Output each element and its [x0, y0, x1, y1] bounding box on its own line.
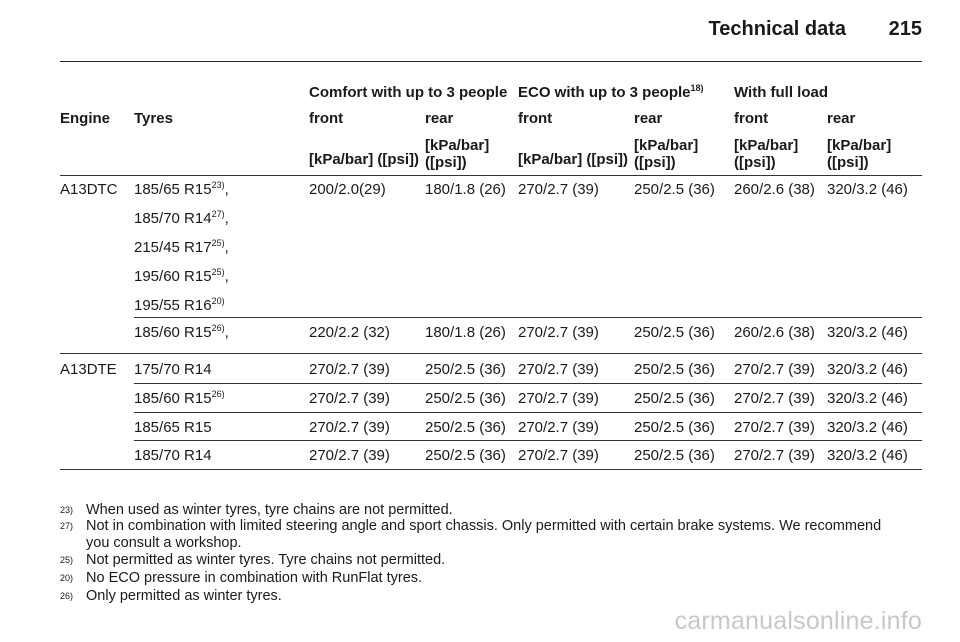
row-rule: [134, 383, 922, 384]
pressure-cell: 270/2.7 (39): [734, 419, 815, 436]
col-header-engine: Engine: [60, 110, 111, 127]
footnote-mark: 27): [60, 521, 74, 531]
pressure-cell: 270/2.7 (39): [309, 361, 390, 378]
pressure-cell: 270/2.7 (39): [518, 181, 599, 198]
pressure-cell: 250/2.5 (36): [425, 447, 506, 464]
header-bottom-rule: [60, 175, 922, 176]
row-rule: [134, 412, 922, 413]
engine-group-rule: [60, 353, 922, 354]
pressure-cell: 250/2.5 (36): [634, 390, 715, 407]
pressure-cell: 220/2.2 (32): [309, 324, 390, 341]
unit-header-full-front: [kPa/bar] ([psi]): [734, 137, 799, 171]
table-bottom-rule: [60, 469, 922, 470]
engine-label: A13DTC: [60, 181, 118, 198]
watermark: carmanualsonline.info: [674, 607, 922, 635]
tyre-size: 185/70 R14: [134, 447, 212, 464]
footnote-text: When used as winter tyres, tyre chains are not permitted.: [86, 502, 453, 518]
page-number: 215: [888, 18, 922, 40]
pressure-cell: 320/3.2 (46): [827, 390, 908, 407]
page-header: [60, 18, 922, 48]
pressure-cell: 250/2.5 (36): [425, 390, 506, 407]
tyre-size: 195/55 R16$^{20)}$: [134, 296, 225, 314]
pressure-cell: 270/2.7 (39): [309, 390, 390, 407]
unit-header-eco-front: [kPa/bar] ([psi]): [518, 151, 629, 168]
pressure-cell: 180/1.8 (26): [425, 181, 506, 198]
header-rule: [60, 61, 922, 62]
unit-header-full-rear: [kPa/bar] ([psi]): [827, 137, 892, 171]
row-rule: [134, 440, 922, 441]
pressure-cell: 270/2.7 (39): [518, 419, 599, 436]
pressure-cell: 270/2.7 (39): [518, 324, 599, 341]
tyre-size: 185/60 R15$^{26)}$: [134, 389, 225, 407]
tyre-size: 185/70 R14$^{27)}$,: [134, 209, 229, 227]
tyre-size: 175/70 R14: [134, 361, 212, 378]
pressure-cell: 250/2.5 (36): [425, 361, 506, 378]
pressure-cell: 270/2.7 (39): [734, 390, 815, 407]
col-header-comfort-front: front: [309, 110, 344, 127]
tyre-size: 185/65 R15$^{23)}$,: [134, 180, 229, 198]
pressure-cell: 250/2.5 (36): [634, 447, 715, 464]
footnote-mark: 23): [60, 505, 74, 515]
col-header-eco-front: front: [518, 110, 553, 127]
unit-header-comfort-rear: [kPa/bar] ([psi]): [425, 137, 490, 171]
pressure-cell: 320/3.2 (46): [827, 419, 908, 436]
engine-label: A13DTE: [60, 361, 117, 378]
pressure-cell: 200/2.0(29): [309, 181, 386, 198]
col-header-full-front: front: [734, 110, 769, 127]
pressure-cell: 250/2.5 (36): [634, 419, 715, 436]
footnote-text: Only permitted as winter tyres.: [86, 588, 282, 604]
col-header-eco-rear: rear: [634, 110, 663, 127]
page-title: Technical data: [708, 18, 846, 40]
unit-header-eco-rear: [kPa/bar] ([psi]): [634, 137, 699, 171]
row-rule: [134, 317, 922, 318]
pressure-cell: 250/2.5 (36): [634, 361, 715, 378]
footnote-mark: 20): [60, 573, 74, 583]
col-header-comfort-rear: rear: [425, 110, 454, 127]
pressure-cell: 260/2.6 (38): [734, 324, 815, 341]
group-header-full-load: With full load: [734, 84, 829, 101]
footnote-mark: 25): [60, 555, 74, 565]
footnote-text: Not in combination with limited steering angle and sport chassis. Only permitted with certain brake systems. We recommend you consult a workshop.: [86, 518, 882, 551]
col-header-full-rear: rear: [827, 110, 856, 127]
pressure-cell: 270/2.7 (39): [518, 447, 599, 464]
pressure-cell: 250/2.5 (36): [634, 324, 715, 341]
pressure-cell: 320/3.2 (46): [827, 324, 908, 341]
pressure-cell: 270/2.7 (39): [309, 419, 390, 436]
pressure-cell: 270/2.7 (39): [309, 447, 390, 464]
pressure-cell: 320/3.2 (46): [827, 447, 908, 464]
pressure-cell: 270/2.7 (39): [734, 361, 815, 378]
footnote-text: No ECO pressure in combination with RunFlat tyres.: [86, 570, 423, 586]
tyre-size: 195/60 R15$^{25)}$,: [134, 267, 229, 285]
group-header-comfort: Comfort with up to 3 people: [309, 84, 508, 101]
pressure-cell: 180/1.8 (26): [425, 324, 506, 341]
unit-header-comfort-front: [kPa/bar] ([psi]): [309, 151, 420, 168]
pressure-cell: 260/2.6 (38): [734, 181, 815, 198]
pressure-cell: 250/2.5 (36): [634, 181, 715, 198]
pressure-cell: 270/2.7 (39): [518, 361, 599, 378]
tyre-size: 185/60 R15$^{26)}$,: [134, 323, 229, 341]
pressure-cell: 270/2.7 (39): [734, 447, 815, 464]
tyre-size: 215/45 R17$^{25)}$,: [134, 238, 229, 256]
tyre-size: 185/65 R15: [134, 419, 212, 436]
pressure-cell: 320/3.2 (46): [827, 181, 908, 198]
pressure-cell: 250/2.5 (36): [425, 419, 506, 436]
footnote-mark: 26): [60, 591, 74, 601]
pressure-cell: 320/3.2 (46): [827, 361, 908, 378]
col-header-tyres: Tyres: [134, 110, 173, 127]
pressure-cell: 270/2.7 (39): [518, 390, 599, 407]
footnote-text: Not permitted as winter tyres. Tyre chains not permitted.: [86, 552, 446, 568]
group-header-eco: ECO with up to 3 people$^{18)}$: [518, 83, 704, 101]
